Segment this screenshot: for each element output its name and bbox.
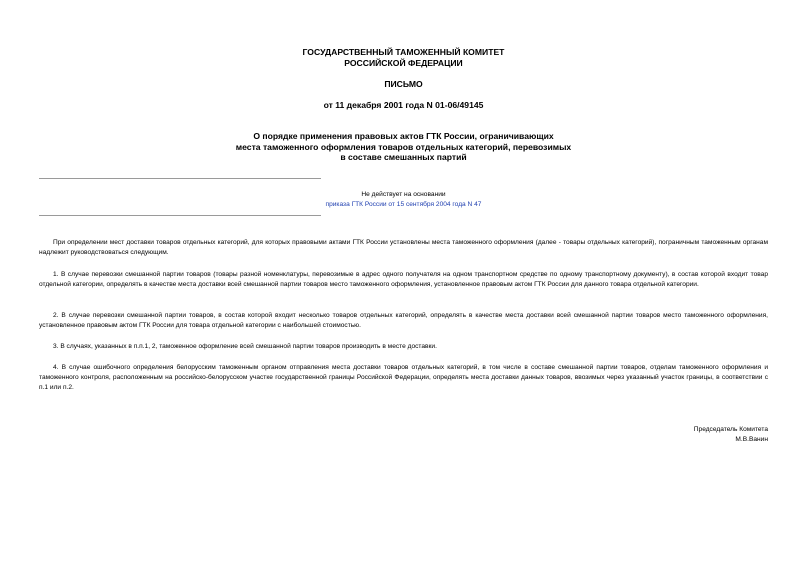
status-link-row	[0, 200, 807, 210]
document-type: ПИСЬМО	[384, 79, 423, 89]
paragraph-3: 3. В случаях, указанных в п.п.1, 2, таможенное оформление всей смешанной партии товаров производить в месте доставки.	[53, 343, 437, 350]
document-subject	[0, 131, 807, 163]
signatory-name: М.В.Ванин	[735, 436, 768, 443]
subject-line-2: места таможенного оформления товаров отдельных категорий, перевозимых	[235, 141, 572, 152]
signatory-title: Председатель Комитета	[693, 426, 768, 433]
authority-line-1: ГОСУДАРСТВЕННЫЙ ТАМОЖЕННЫЙ КОМИТЕТ	[302, 47, 505, 57]
divider-top	[39, 178, 321, 179]
repeal-order-link[interactable]: приказа ГТК России от 15 сентября 2004 года N 47	[325, 201, 482, 208]
paragraph-intro: При определении мест доставки товаров отдельных категорий, для которых правовыми актами ГТК России установлены места таможенного оформления (далее - товары отдельных категорий), пограничным таможенным органам надлежит руководствоваться следующим.	[39, 239, 768, 257]
subject-line-1: О порядке применения правовых актов ГТК России, ограничивающих	[253, 131, 554, 141]
issuing-authority	[0, 47, 807, 68]
document-date-number: от 11 декабря 2001 года N 01-06/49145	[323, 100, 484, 110]
paragraph-2: 2. В случае перевозки смешанной партии товаров, в состав которой входит несколько товаров отдельных категорий, определять в качестве места доставки всей смешанной партии товаров место таможенного оформления, установленное правовым актом ГТК России для товара отдельной категории с наибольшей стоимостью.	[39, 312, 768, 330]
paragraph-4: 4. В случае ошибочного определения белорусским таможенным органом отправления места доставки товаров отдельных категорий, в том числе в составе смешанной партии товаров, отделам таможенного оформления и таможенного контроля, расположенным на российско-белорусском участке государственной границы Российской Федерации, определять места доставки данных товаров, ввозимых через указанный участок границы, в соответствии с п.1 или п.2.	[39, 364, 768, 392]
subject-line-3: в составе смешанных партий	[340, 152, 467, 162]
divider-bottom	[39, 215, 321, 216]
status-note: Не действует на основании	[361, 191, 446, 198]
authority-line-2: РОССИЙСКОЙ ФЕДЕРАЦИИ	[344, 57, 463, 68]
paragraph-1: 1. В случае перевозки смешанной партии товаров (товары разной номенклатуры, перевозимые в адрес одного получателя на одном транспортном средстве по одному транспортному документу), в состав которой входит товар отдельной категории, определять в качестве места доставки всей смешанной партии товаров место таможенного оформления, установленное правовым актом ГТК России для данного товара отдельной категории.	[39, 271, 768, 289]
